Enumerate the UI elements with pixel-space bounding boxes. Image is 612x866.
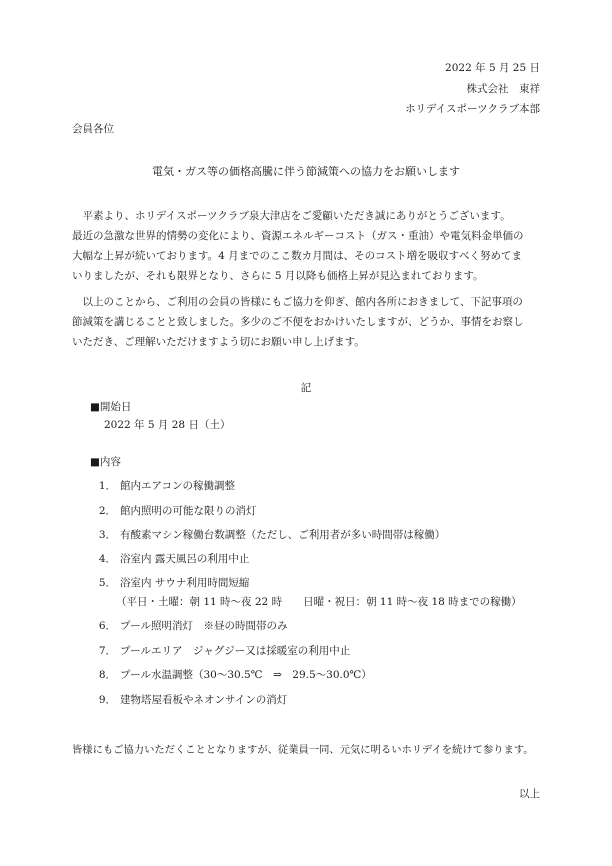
list-item	[98, 667, 372, 682]
document-title: 電気・ガス等の価格高騰に伴う節減策への協力をお願いします	[152, 165, 460, 178]
list-item	[98, 692, 287, 707]
list-item	[98, 478, 235, 493]
item-text: 有酸素マシン稼働台数調整（ただし、ご利用者が多い時間帯は稼働）	[120, 529, 446, 541]
body-paragraph-1	[72, 206, 540, 286]
item-number: 2．	[98, 505, 116, 517]
addressee: 会員各位	[72, 123, 114, 135]
item-text: プールエリア ジャグジー又は採暖室の利用中止	[120, 645, 351, 657]
list-item	[98, 643, 350, 658]
list-item	[98, 618, 287, 633]
body-line: 節減策を講じることと致しました。多少のご不便をおかけいたしますが、どうか、事情をお察し	[72, 316, 524, 328]
item-number: 8．	[98, 669, 116, 681]
body-line: 大幅な上昇が続いております。4 月までのここ数カ月間は、そのコスト増を吸収すべく努めてま	[72, 250, 522, 262]
item-text: 館内照明の可能な限りの消灯	[120, 505, 257, 517]
list-item	[98, 503, 257, 518]
item-number: 1．	[98, 480, 116, 492]
item-number: 7．	[98, 645, 116, 657]
document-date: 2022 年 5 月 25 日	[445, 62, 540, 74]
item-text: 館内エアコンの稼働調整	[120, 480, 235, 492]
start-heading: ■開始日	[90, 401, 132, 413]
item-number: 3．	[98, 529, 116, 541]
start-date: 2022 年 5 月 28 日（土）	[104, 419, 231, 431]
sauna-hours-note: （平日・土曜：朝 11 時～夜 22 時 日曜・祝日：朝 11 時～夜 18 時までの稼働）	[116, 596, 522, 608]
body-line: 以上のことから、ご利用の会員の皆様にもご協力を仰ぎ、館内各所におきまして、下記事項の	[72, 296, 523, 308]
item-text: 建物塔屋看板やネオンサインの消灯	[120, 694, 288, 706]
body-line: いただき、ご理解いただけますよう切にお願い申し上げます。	[72, 336, 365, 348]
list-item	[98, 575, 249, 590]
item-text: 浴室内 サウナ利用時間短縮	[120, 577, 250, 589]
item-number: 9．	[98, 694, 116, 706]
body-paragraph-2	[72, 292, 540, 352]
end-mark: 以上	[519, 788, 540, 800]
item-number: 5．	[98, 577, 116, 589]
list-item	[98, 527, 445, 542]
item-text: 浴室内 露天風呂の利用中止	[120, 553, 250, 565]
body-line: 最近の急激な世界的情勢の変化により、資源エネルギーコスト（ガス・重油）や電気料金単価の	[72, 230, 524, 242]
department-name: ホリデイスポーツクラブ本部	[405, 103, 540, 115]
body-line: いりましたが、それも限界となり、さらに 5 月以降も価格上昇が見込まれております。	[72, 270, 484, 282]
item-text: プール水温調整（30～30.5℃ ⇒ 29.5～30.0℃）	[120, 669, 372, 681]
contents-heading: ■内容	[90, 456, 121, 468]
item-number: 4．	[98, 553, 116, 565]
item-text: プール照明消灯 ※昼の時間帯のみ	[120, 620, 288, 632]
ki-heading: 記	[300, 382, 312, 394]
body-line: 平素より、ホリデイスポーツクラブ泉大津店をご愛顧いただき誠にありがとうございます。	[72, 210, 511, 222]
item-number: 6．	[98, 620, 116, 632]
company-name: 株式会社 東祥	[466, 83, 540, 95]
closing-sentence: 皆様にもご協力いただくこととなりますが、従業員一同、元気に明るいホリデイを続けて参ります。	[72, 744, 534, 756]
list-item	[98, 551, 249, 566]
